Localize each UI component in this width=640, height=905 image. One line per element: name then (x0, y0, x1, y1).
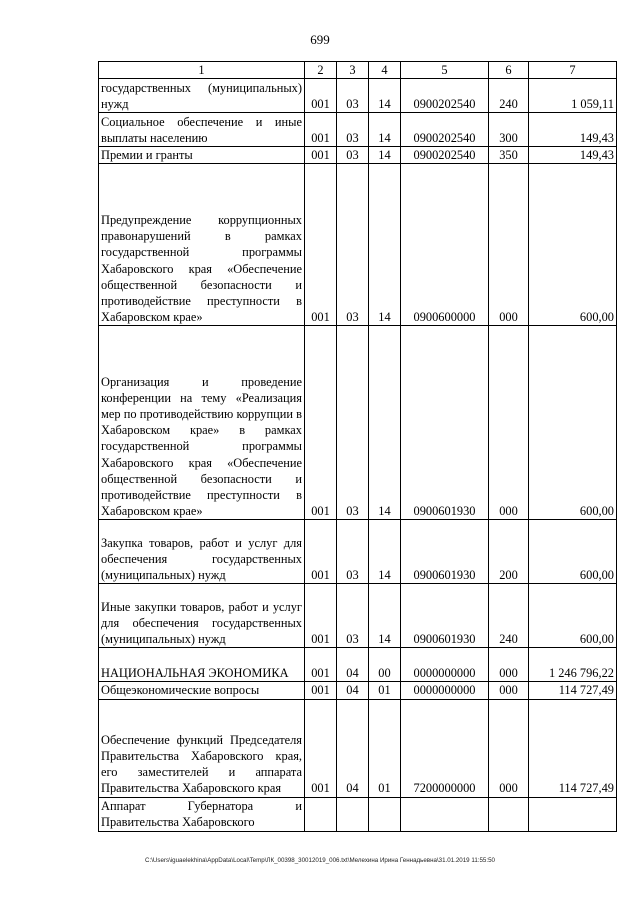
row-expense-type-cell: 300 (489, 113, 529, 147)
row-section-cell: 04 (337, 648, 369, 682)
column-header: 6 (489, 62, 529, 79)
row-code-cell: 001 (305, 113, 337, 147)
row-code-cell: 001 (305, 79, 337, 113)
row-expense-type-cell: 000 (489, 164, 529, 326)
row-target-code-cell (401, 797, 489, 831)
column-header: 7 (529, 62, 617, 79)
row-target-code-cell: 0900600000 (401, 164, 489, 326)
row-target-code-cell: 0900601930 (401, 326, 489, 520)
row-section-cell: 03 (337, 113, 369, 147)
table-row (99, 326, 617, 520)
table-row (99, 682, 617, 699)
row-target-code-cell: 0000000000 (401, 682, 489, 699)
row-expense-type-cell: 000 (489, 648, 529, 682)
row-subsection-cell: 14 (369, 164, 401, 326)
row-amount-cell (529, 797, 617, 831)
row-subsection-cell: 14 (369, 520, 401, 584)
table-row (99, 584, 617, 648)
row-subsection-cell (369, 797, 401, 831)
row-amount-cell: 1 246 796,22 (529, 648, 617, 682)
row-code-cell: 001 (305, 699, 337, 797)
row-amount-cell: 149,43 (529, 113, 617, 147)
row-section-cell: 03 (337, 79, 369, 113)
table-row (99, 648, 617, 682)
row-target-code-cell: 0900202540 (401, 113, 489, 147)
row-code-cell: 001 (305, 147, 337, 164)
table-row (99, 113, 617, 147)
column-header: 2 (305, 62, 337, 79)
row-expense-type-cell: 350 (489, 147, 529, 164)
row-name-cell: Предупреждение коррупционных правонарушений в рамках государственной программы Хабаровского края «Обеспечение общественной безопасности и противодействие преступности в Хабаровском крае» (99, 164, 305, 326)
row-amount-cell: 600,00 (529, 164, 617, 326)
row-code-cell: 001 (305, 520, 337, 584)
budget-table (98, 61, 617, 832)
table-row (99, 797, 617, 831)
column-header: 3 (337, 62, 369, 79)
row-expense-type-cell: 000 (489, 699, 529, 797)
row-target-code-cell: 0900601930 (401, 520, 489, 584)
row-section-cell: 03 (337, 326, 369, 520)
row-section-cell (337, 797, 369, 831)
row-target-code-cell: 0000000000 (401, 648, 489, 682)
row-amount-cell: 114 727,49 (529, 682, 617, 699)
column-header: 1 (99, 62, 305, 79)
row-subsection-cell: 14 (369, 113, 401, 147)
row-target-code-cell: 0900202540 (401, 79, 489, 113)
row-section-cell: 03 (337, 147, 369, 164)
row-section-cell: 04 (337, 699, 369, 797)
table-row (99, 164, 617, 326)
row-amount-cell: 600,00 (529, 584, 617, 648)
table-row (99, 79, 617, 113)
row-subsection-cell: 14 (369, 584, 401, 648)
row-amount-cell: 600,00 (529, 326, 617, 520)
row-code-cell: 001 (305, 164, 337, 326)
row-subsection-cell: 14 (369, 79, 401, 113)
row-section-cell: 03 (337, 520, 369, 584)
row-name-cell: Обеспечение функций Председателя Правительства Хабаровского края, его заместителей и аппарата Правительства Хабаровского края (99, 699, 305, 797)
row-expense-type-cell: 000 (489, 682, 529, 699)
row-code-cell (305, 797, 337, 831)
row-name-cell: Организация и проведение конференции на тему «Реализация мер по противодействию коррупции в Хабаровском крае» в рамках государственной программы Хабаровского края «Обеспечение общественной безопасности и противодействие преступности в Хабаровском крае» (99, 326, 305, 520)
row-subsection-cell: 00 (369, 648, 401, 682)
table-row (99, 699, 617, 797)
row-name-cell: государственных (муниципальных) нужд (99, 79, 305, 113)
row-section-cell: 04 (337, 682, 369, 699)
row-expense-type-cell: 000 (489, 326, 529, 520)
row-name-cell: Социальное обеспечение и иные выплаты населению (99, 113, 305, 147)
row-target-code-cell: 7200000000 (401, 699, 489, 797)
row-name-cell: НАЦИОНАЛЬНАЯ ЭКОНОМИКА (99, 648, 305, 682)
row-expense-type-cell: 240 (489, 584, 529, 648)
table-row (99, 147, 617, 164)
row-expense-type-cell (489, 797, 529, 831)
row-code-cell: 001 (305, 648, 337, 682)
row-name-cell: Общеэкономические вопросы (99, 682, 305, 699)
row-section-cell: 03 (337, 164, 369, 326)
row-amount-cell: 1 059,11 (529, 79, 617, 113)
table-row (99, 520, 617, 584)
row-subsection-cell: 01 (369, 699, 401, 797)
row-section-cell: 03 (337, 584, 369, 648)
row-name-cell: Иные закупки товаров, работ и услуг для обеспечения государственных (муниципальных) нужд (99, 584, 305, 648)
row-expense-type-cell: 240 (489, 79, 529, 113)
row-amount-cell: 600,00 (529, 520, 617, 584)
row-code-cell: 001 (305, 584, 337, 648)
row-name-cell: Аппарат Губернатора и Правительства Хабаровского (99, 797, 305, 831)
row-expense-type-cell: 200 (489, 520, 529, 584)
footer-file-path: C:\Users\iguaelekhina\AppData\Local\Temp\ЛК_00398_30012019_006.txt\Мелехина Ирина Геннадьевна\31.01.2019 11:55:50 (145, 857, 495, 864)
page-number: 699 (310, 32, 330, 47)
row-amount-cell: 149,43 (529, 147, 617, 164)
row-code-cell: 001 (305, 326, 337, 520)
row-subsection-cell: 14 (369, 147, 401, 164)
row-target-code-cell: 0900202540 (401, 147, 489, 164)
row-name-cell: Закупка товаров, работ и услуг для обеспечения государственных (муниципальных) нужд (99, 520, 305, 584)
column-header: 4 (369, 62, 401, 79)
row-target-code-cell: 0900601930 (401, 584, 489, 648)
column-header: 5 (401, 62, 489, 79)
table-header-row (99, 62, 617, 79)
row-code-cell: 001 (305, 682, 337, 699)
row-subsection-cell: 01 (369, 682, 401, 699)
row-subsection-cell: 14 (369, 326, 401, 520)
row-name-cell: Премии и гранты (99, 147, 305, 164)
row-amount-cell: 114 727,49 (529, 699, 617, 797)
